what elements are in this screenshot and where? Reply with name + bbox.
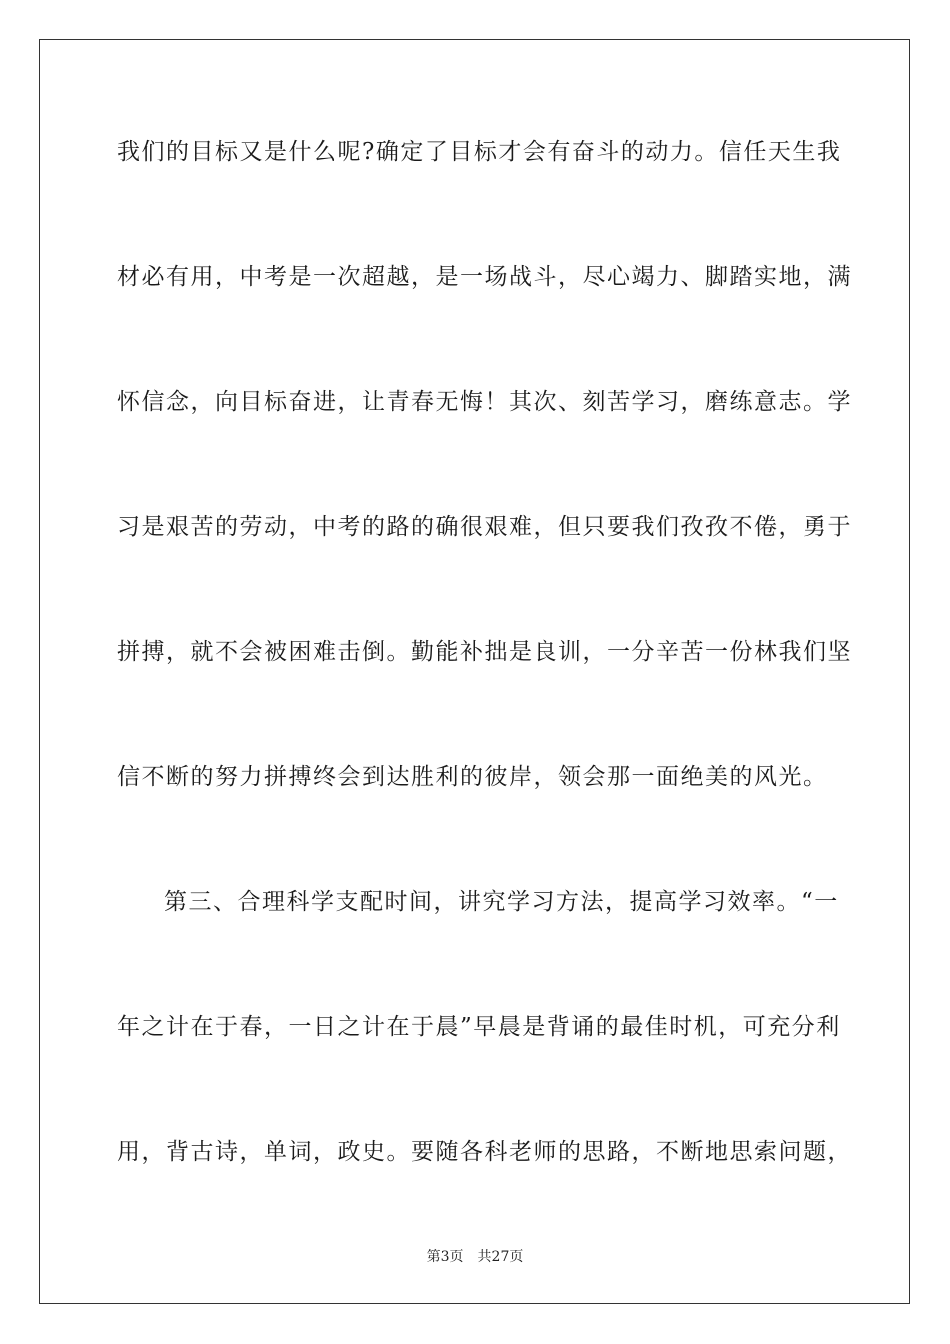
page-footer	[0, 1248, 950, 1266]
paragraph-line: 拼搏，就不会被困难击倒。勤能补拙是良训，一分辛苦一份林我们坚	[117, 639, 852, 665]
paragraph-line: 材必有用，中考是一次超越，是一场战斗，尽心竭力、脚踏实地，满	[117, 264, 852, 290]
page-frame	[39, 39, 910, 1304]
paragraph-line: 怀信念，向目标奋进，让青春无悔！其次、刻苦学习，磨练意志。学	[117, 389, 852, 415]
page-total: 共27页	[477, 1249, 524, 1265]
paragraph-line: 信不断的努力拼搏终会到达胜利的彼岸，领会那一面绝美的风光。	[117, 764, 828, 790]
paragraph-line: 年之计在于春，一日之计在于晨”早晨是背诵的最佳时机，可充分利	[117, 1014, 841, 1040]
page-number: 第3页	[426, 1249, 464, 1265]
paragraph-line: 用，背古诗，单词，政史。要随各科老师的思路，不断地思索问题，	[117, 1139, 852, 1165]
paragraph-line-indented: 第三、合理科学支配时间，讲究学习方法，提高学习效率。“一	[164, 889, 839, 915]
paragraph-line: 习是艰苦的劳动，中考的路的确很艰难，但只要我们孜孜不倦，勇于	[117, 514, 852, 540]
paragraph-line: 我们的目标又是什么呢?确定了目标才会有奋斗的动力。信任天生我	[117, 139, 842, 165]
